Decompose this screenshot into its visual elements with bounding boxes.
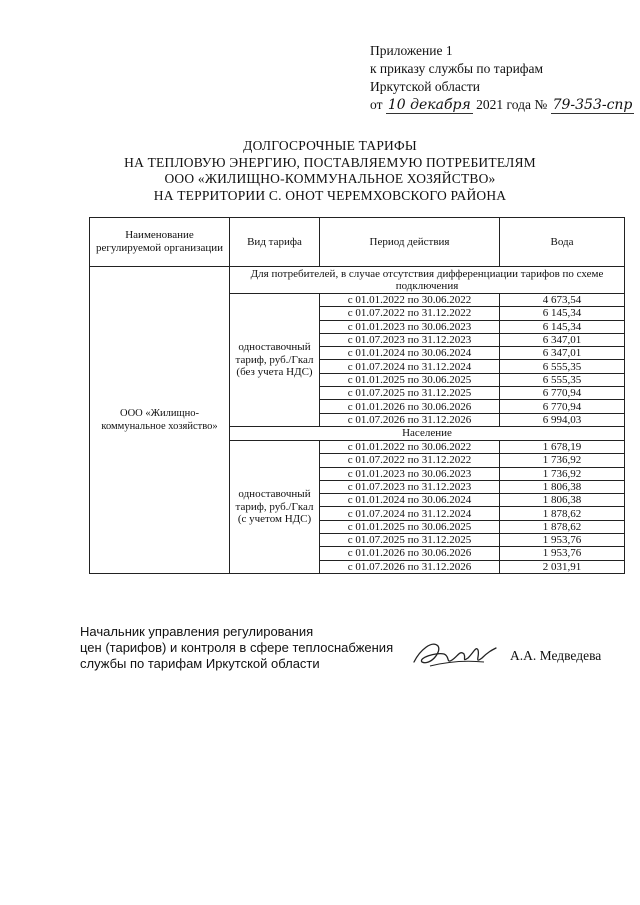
water-value-cell: 6 347,01 <box>500 347 625 360</box>
organization-name: ООО «Жилищно-коммунальное хозяйство» <box>90 267 230 574</box>
period-cell: с 01.07.2024 по 31.12.2024 <box>320 507 500 520</box>
handwritten-order-number: 79-353-спр <box>552 97 633 113</box>
appendix-date-prefix: от <box>370 97 383 112</box>
period-cell: с 01.01.2022 по 30.06.2022 <box>320 440 500 453</box>
water-value-cell: 1 953,76 <box>500 547 625 560</box>
appendix-date-line <box>370 96 632 114</box>
period-cell: с 01.07.2023 по 31.12.2023 <box>320 333 500 346</box>
water-value-cell: 6 555,35 <box>500 373 625 386</box>
position-line-2: цен (тарифов) и контроля в сфере теплоснабжения <box>80 640 394 655</box>
water-value-cell: 1 678,19 <box>500 440 625 453</box>
water-value-cell: 1 736,92 <box>500 454 625 467</box>
water-value-cell: 1 953,76 <box>500 534 625 547</box>
handwritten-date: 10 декабря <box>387 97 471 113</box>
period-cell: с 01.07.2022 по 31.12.2022 <box>320 454 500 467</box>
group-title-row <box>90 267 625 294</box>
header-water: Вода <box>500 218 625 267</box>
signatory-name: А.А. Медведева <box>510 648 602 663</box>
signature-block <box>80 624 640 674</box>
water-value-cell: 6 555,35 <box>500 360 625 373</box>
water-value-cell: 6 145,34 <box>500 320 625 333</box>
water-value-cell: 6 145,34 <box>500 307 625 320</box>
table-header-row <box>90 218 625 267</box>
period-cell: с 01.07.2025 по 31.12.2025 <box>320 534 500 547</box>
water-value-cell: 1 878,62 <box>500 520 625 533</box>
period-cell: с 01.01.2025 по 30.06.2025 <box>320 373 500 386</box>
header-tariff-type: Вид тарифа <box>230 218 320 267</box>
document-title <box>80 138 580 204</box>
position-line-3: службы по тарифам Иркутской области <box>80 656 320 671</box>
water-value-cell: 6 770,94 <box>500 387 625 400</box>
period-cell: с 01.01.2025 по 30.06.2025 <box>320 520 500 533</box>
period-cell: с 01.01.2026 по 30.06.2026 <box>320 400 500 413</box>
position-line-1: Начальник управления регулирования <box>80 624 314 639</box>
period-cell: с 01.07.2023 по 31.12.2023 <box>320 480 500 493</box>
handwritten-signature <box>410 632 500 672</box>
water-value-cell: 6 994,03 <box>500 413 625 426</box>
title-line-3: ООО «ЖИЛИЩНО-КОММУНАЛЬНОЕ ХОЗЯЙСТВО» <box>164 171 496 186</box>
appendix-order-ref: к приказу службы по тарифам <box>370 61 544 76</box>
header-organization: Наименование регулируемой организации <box>90 218 230 267</box>
group-title: Для потребителей, в случае отсутствия дифференциации тарифов по схеме подключения <box>230 267 625 294</box>
tariff-table <box>89 217 625 574</box>
period-cell: с 01.01.2026 по 30.06.2026 <box>320 547 500 560</box>
period-cell: с 01.07.2026 по 31.12.2026 <box>320 413 500 426</box>
water-value-cell: 1 806,38 <box>500 480 625 493</box>
water-value-cell: 1 806,38 <box>500 494 625 507</box>
title-line-4: НА ТЕРРИТОРИИ С. ОНОТ ЧЕРЕМХОВСКОГО РАЙОНА <box>153 187 507 203</box>
tariff-type-cell: одноставочный тариф, руб./Гкал (с учетом НДС) <box>230 440 320 573</box>
tariff-type-cell: одноставочный тариф, руб./Гкал (без учета НДС) <box>230 294 320 427</box>
period-cell: с 01.07.2026 по 31.12.2026 <box>320 560 500 573</box>
appendix-title: Приложение 1 <box>370 43 453 58</box>
water-value-cell: 4 673,54 <box>500 294 625 307</box>
period-cell: с 01.07.2025 по 31.12.2025 <box>320 387 500 400</box>
period-cell: с 01.01.2023 по 30.06.2023 <box>320 320 500 333</box>
water-value-cell: 2 031,91 <box>500 560 625 573</box>
group-title: Население <box>230 426 625 440</box>
appendix-region: Иркутской области <box>370 79 481 94</box>
title-line-1: ДОЛГОСРОЧНЫЕ ТАРИФЫ <box>243 138 417 153</box>
period-cell: с 01.01.2022 по 30.06.2022 <box>320 294 500 307</box>
period-cell: с 01.01.2024 по 30.06.2024 <box>320 347 500 360</box>
title-line-2: НА ТЕПЛОВУЮ ЭНЕРГИЮ, ПОСТАВЛЯЕМУЮ ПОТРЕБИТЕЛЯМ <box>124 154 536 170</box>
water-value-cell: 6 347,01 <box>500 333 625 346</box>
water-value-cell: 6 770,94 <box>500 400 625 413</box>
appendix-header <box>370 42 632 114</box>
water-value-cell: 1 878,62 <box>500 507 625 520</box>
water-value-cell: 1 736,92 <box>500 467 625 480</box>
appendix-year: 2021 года № <box>476 97 548 112</box>
period-cell: с 01.01.2023 по 30.06.2023 <box>320 467 500 480</box>
period-cell: с 01.07.2024 по 31.12.2024 <box>320 360 500 373</box>
period-cell: с 01.01.2024 по 30.06.2024 <box>320 494 500 507</box>
period-cell: с 01.07.2022 по 31.12.2022 <box>320 307 500 320</box>
header-period: Период действия <box>320 218 500 267</box>
